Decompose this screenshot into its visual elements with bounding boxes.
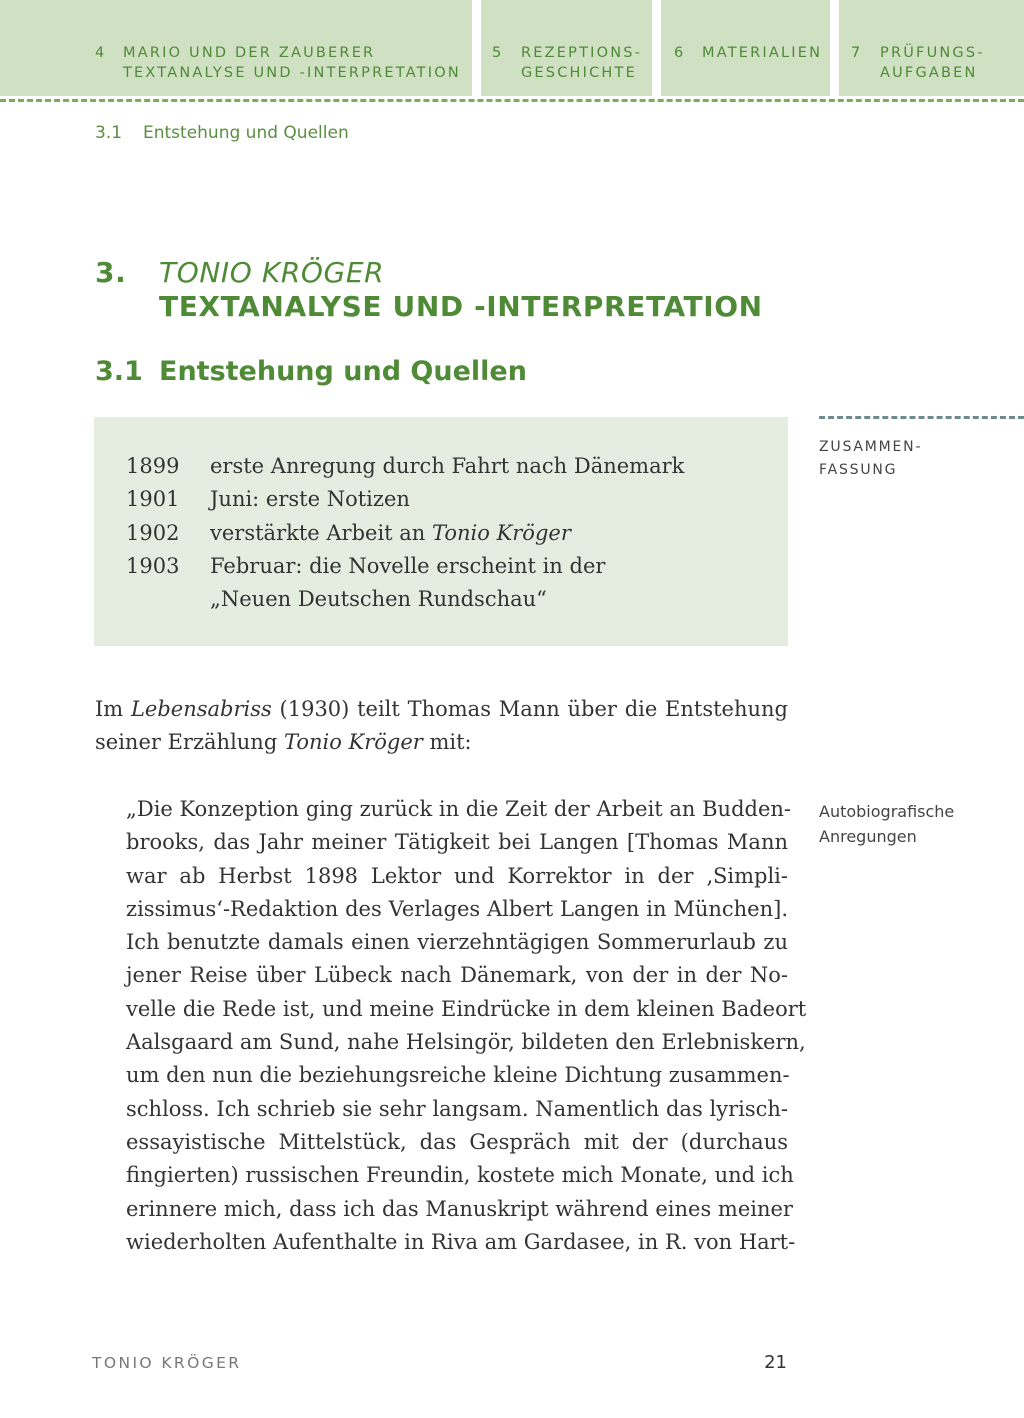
nav-tab-pruefungsaufgaben[interactable] bbox=[839, 0, 1024, 96]
nav-tab-mario-und-der-zauberer[interactable] bbox=[0, 0, 472, 96]
quote-line: jener Reise über Lübeck nach Dänemark, von der in der No- bbox=[126, 963, 788, 988]
timeline-text: Februar: die Novelle erscheint in der bbox=[210, 553, 606, 578]
section-title: Entstehung und Quellen bbox=[159, 356, 527, 387]
quote-line: wiederholten Aufenthalte in Riva am Gardasee, in R. von Hart- bbox=[126, 1229, 796, 1254]
nav-tab-number: 6 bbox=[674, 45, 686, 61]
quote-line: fingierten) russischen Freundin, kostete mich Monate, und ich bbox=[126, 1163, 794, 1188]
section-number: 3.1 bbox=[95, 356, 143, 387]
timeline-year: 1903 bbox=[126, 553, 180, 578]
quote-line: essayistische Mittelstück, das Gespräch mit der (durchaus bbox=[126, 1129, 788, 1154]
nav-divider bbox=[0, 99, 1024, 102]
timeline-text: „Neuen Deutschen Rundschau“ bbox=[210, 587, 547, 612]
timeline-year: 1902 bbox=[126, 520, 180, 545]
chapter-title-subject: TEXTANALYSE UND -INTERPRETATION bbox=[159, 290, 763, 323]
running-header-number: 3.1 bbox=[95, 123, 123, 143]
intro-paragraph bbox=[95, 693, 788, 760]
margin-label-summary: ZUSAMMEN- FASSUNG bbox=[819, 439, 923, 478]
page-number: 21 bbox=[764, 1352, 787, 1373]
nav-tab-number: 5 bbox=[492, 45, 504, 61]
quote-line: war ab Herbst 1898 Lektor und Korrektor in der ‚Simpli- bbox=[126, 863, 788, 888]
quote-line: Aalsgaard am Sund, nahe Helsingör, bildeten den Erlebniskern, bbox=[126, 1030, 806, 1055]
running-header bbox=[95, 123, 349, 143]
nav-tab-label: MATERIALIEN bbox=[702, 45, 823, 61]
quote-line: velle die Rede ist, und meine Eindrücke in dem kleinen Badeort bbox=[126, 996, 807, 1021]
timeline-year: 1899 bbox=[126, 454, 180, 478]
quote-line: zissimus‘-Redaktion des Verlages Albert Langen in München]. bbox=[126, 896, 788, 921]
margin-note-autobiographical: Autobiografische Anregungen bbox=[819, 802, 955, 846]
block-quote bbox=[126, 793, 807, 1259]
timeline-text: erste Anregung durch Fahrt nach Dänemark bbox=[210, 454, 685, 478]
nav-tab-number: 7 bbox=[851, 45, 863, 61]
chapter-navigation bbox=[0, 0, 1024, 96]
footer-book-title: TONIO KRÖGER bbox=[92, 1354, 242, 1372]
summary-box bbox=[94, 417, 788, 646]
quote-line: schloss. Ich schrieb sie sehr langsam. Namentlich das lyrisch- bbox=[126, 1096, 788, 1121]
text-line: Im Lebensabriss (1930) teilt Thomas Mann über die Entstehung bbox=[95, 697, 788, 721]
running-header-title: Entstehung und Quellen bbox=[143, 123, 349, 143]
nav-tab-label: REZEPTIONS- GESCHICHTE bbox=[521, 45, 643, 81]
timeline-text: Juni: erste Notizen bbox=[210, 487, 410, 512]
text-line: seiner Erzählung Tonio Kröger mit: bbox=[95, 730, 472, 755]
nav-tab-label: MARIO UND DER ZAUBERER TEXTANALYSE UND -INTERPRETATION bbox=[123, 45, 461, 81]
quote-line: brooks, das Jahr meiner Tätigkeit bei Langen [Thomas Mann bbox=[126, 830, 788, 855]
nav-tab-label: PRÜFUNGS- AUFGABEN bbox=[880, 45, 985, 81]
nav-tab-rezeptionsgeschichte[interactable] bbox=[481, 0, 652, 96]
quote-line: „Die Konzeption ging zurück in die Zeit der Arbeit an Budden- bbox=[126, 797, 792, 821]
quote-line: Ich benutzte damals einen vierzehntägigen Sommerurlaub zu bbox=[126, 930, 788, 955]
section-heading bbox=[95, 356, 527, 387]
work-title: Tonio Kröger bbox=[432, 520, 571, 545]
quote-line: um den nun die beziehungsreiche kleine Dichtung zusammen- bbox=[126, 1063, 790, 1088]
nav-tab-materialien[interactable] bbox=[661, 0, 830, 96]
chapter-title-work: TONIO KRÖGER bbox=[159, 256, 385, 289]
quote-line: erinnere mich, dass ich das Manuskript während eines meiner bbox=[126, 1196, 793, 1221]
timeline-text: verstärkte Arbeit an Tonio Kröger bbox=[210, 520, 571, 545]
margin-divider bbox=[819, 416, 1024, 419]
nav-tab-number: 4 bbox=[95, 45, 107, 61]
chapter-number: 3. bbox=[95, 256, 127, 289]
timeline-year: 1901 bbox=[126, 487, 180, 512]
